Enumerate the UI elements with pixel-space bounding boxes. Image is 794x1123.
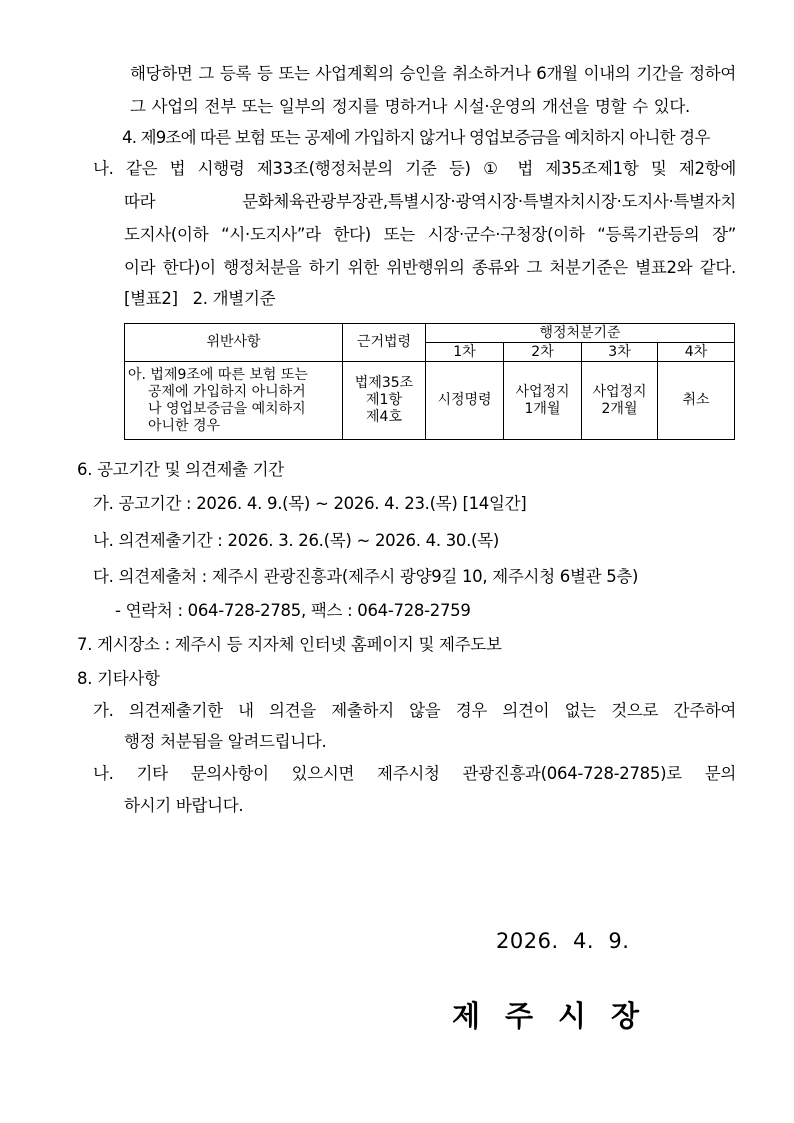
section-7-posting-place: 7. 게시장소 : 제주시 등 지자체 인터넷 홈페이지 및 제주도보 xyxy=(77,635,502,654)
header-legal-basis: 근거법령 xyxy=(343,324,426,362)
round-3-line: 사업정지 xyxy=(592,383,647,400)
cell-round-2 xyxy=(504,362,582,440)
article-33-line-2: 따라 문화체육관광부장관,특별시장·광역시장·특별자치시장·도지사·특별자치 xyxy=(124,192,736,211)
intro-line-1: 해당하면 그 등록 등 또는 사업계획의 승인을 취소하거나 6개월 이내의 기간을 정하여 xyxy=(130,64,736,83)
other-notes-a-line-1: 가. 의견제출기한 내 의견을 제출하지 않을 경우 의견이 없는 것으로 간주하여 xyxy=(93,701,736,720)
header-round-1: 1차 xyxy=(426,343,504,362)
violation-line: 공제에 가입하지 아니하거 xyxy=(148,383,306,400)
cell-round-4: 취소 xyxy=(658,362,735,440)
cell-round-3 xyxy=(582,362,658,440)
violation-line: 아니한 경우 xyxy=(148,417,221,434)
other-notes-b-line-1: 나. 기타 문의사항이 있으시면 제주시청 관광진흥과(064-728-2785)로 문의 xyxy=(93,764,736,783)
header-violation: 위반사항 xyxy=(125,324,343,362)
notice-period: 가. 공고기간 : 2026. 4. 9.(목) ~ 2026. 4. 23.(목) [14일간] xyxy=(93,494,527,513)
header-round-2: 2차 xyxy=(504,343,582,362)
violation-line: 아. 법제9조에 따른 보험 또는 xyxy=(128,366,308,383)
opinion-period: 나. 의견제출기간 : 2026. 3. 26.(목) ~ 2026. 4. 30.(목) xyxy=(93,531,499,550)
penalty-criteria-table xyxy=(124,323,735,440)
header-round-3: 3차 xyxy=(582,343,658,362)
other-notes-a-line-2: 행정 처분됨을 알려드립니다. xyxy=(124,732,327,751)
header-round-4: 4차 xyxy=(658,343,735,362)
basis-line: 제4호 xyxy=(366,409,402,425)
signer-title: 제주시장 xyxy=(452,999,665,1033)
other-notes-b-line-2: 하시기 바랍니다. xyxy=(124,796,244,815)
article-33-line-4: 이라 한다)이 행정처분을 하기 위한 위반행위의 종류와 그 처분기준은 별표2와 같다. xyxy=(124,258,736,277)
cell-violation xyxy=(125,362,343,440)
notice-date: 2026. 4. 9. xyxy=(496,929,630,953)
round-3-line: 2개월 xyxy=(601,400,638,417)
cell-legal-basis xyxy=(343,362,426,440)
article-33-line-1: 나. 같은 법 시행령 제33조(행정처분의 기준 등) ① 법 제35조제1항 및 제2항에 xyxy=(93,159,736,178)
intro-line-3: 4. 제9조에 따른 보험 또는 공제에 가입하지 않거나 영업보증금을 예치하지 아니한 경우 xyxy=(122,128,710,147)
contact-info: - 연락처 : 064-728-2785, 팩스 : 064-728-2759 xyxy=(115,601,471,620)
article-33-line-3: 도지사(이하 “시·도지사”라 한다) 또는 시장·군수·구청장(이하 “등록기관등의 장” xyxy=(124,225,736,244)
intro-line-2: 그 사업의 전부 또는 일부의 정지를 명하거나 시설·운영의 개선을 명할 수 있다. xyxy=(130,97,690,116)
section-6-title: 6. 공고기간 및 의견제출 기간 xyxy=(77,460,284,479)
violation-line: 나 영업보증금을 예치하지 xyxy=(148,400,306,417)
submission-office: 다. 의견제출처 : 제주시 관광진흥과(제주시 광양9길 10, 제주시청 6별관 5층) xyxy=(93,567,639,586)
table-row xyxy=(125,362,735,440)
round-2-line: 사업정지 xyxy=(515,383,570,400)
basis-line: 제1항 xyxy=(366,392,402,408)
round-2-line: 1개월 xyxy=(524,400,561,417)
cell-round-1: 시정명령 xyxy=(426,362,504,440)
section-8-title: 8. 기타사항 xyxy=(77,669,160,688)
basis-line: 법제35조 xyxy=(354,375,414,391)
appendix-heading: [별표2] 2. 개별기준 xyxy=(124,289,276,308)
header-criteria: 행정처분기준 xyxy=(426,324,735,343)
